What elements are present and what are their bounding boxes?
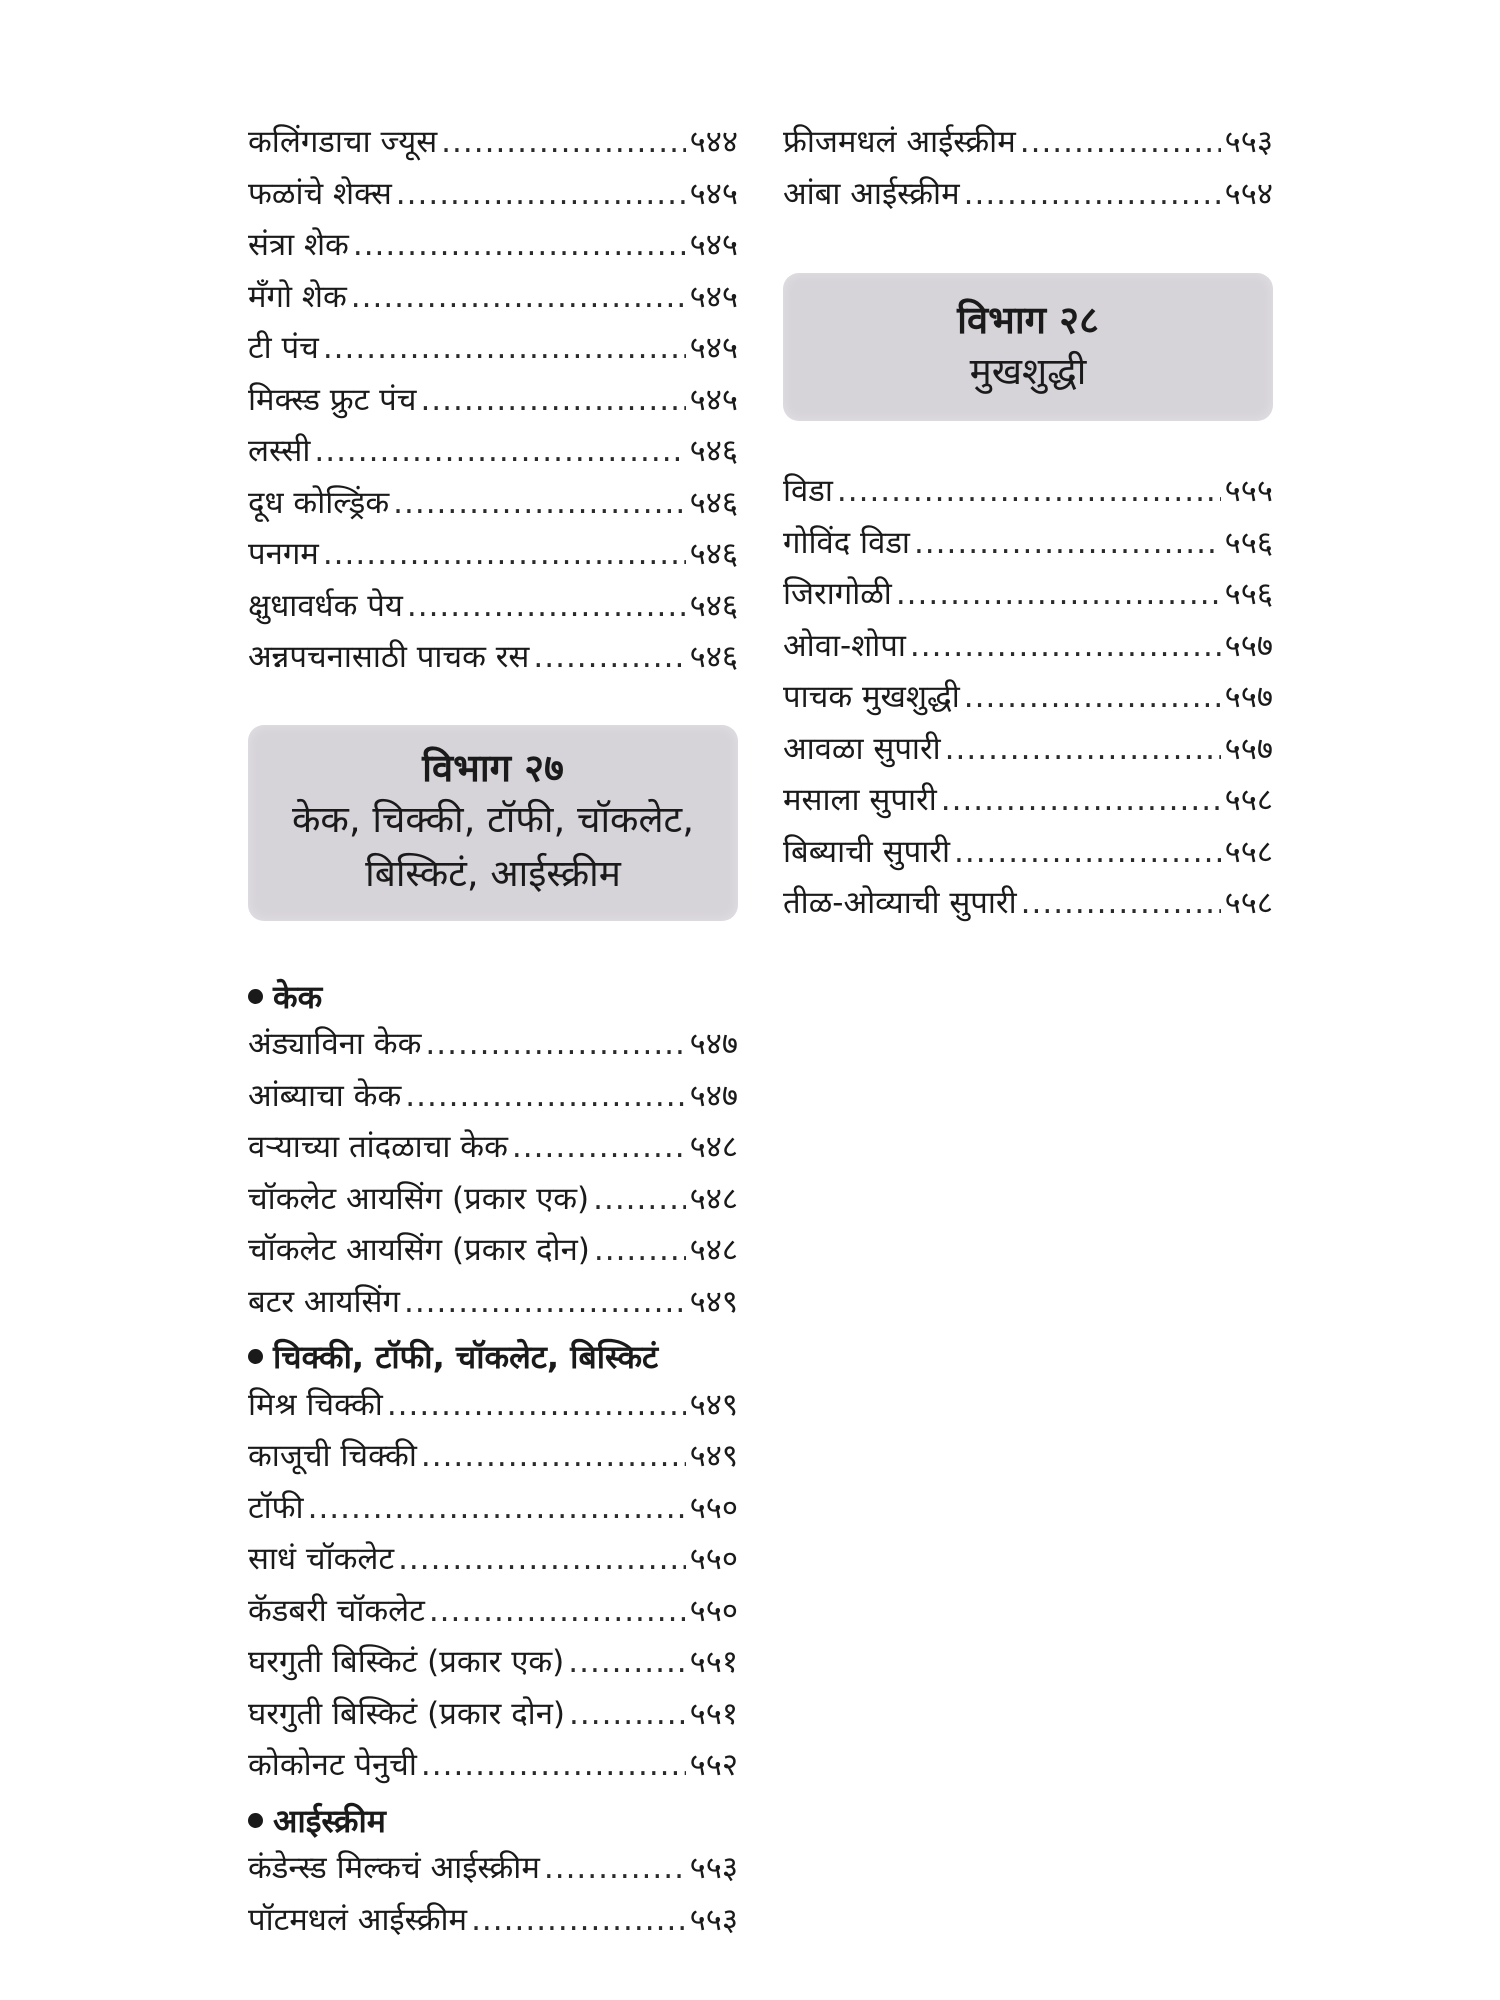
section-28-header bbox=[783, 273, 1273, 421]
toc-entry[interactable] bbox=[783, 727, 1273, 779]
section-28-subtitle: मुखशुद्धी bbox=[969, 350, 1087, 393]
entry-page: ५५६ bbox=[1224, 524, 1273, 561]
entry-title: फळांचे शेक्स bbox=[248, 175, 392, 212]
section-27-subtitle-line2: बिस्किटं, आईस्क्रीम bbox=[365, 851, 621, 895]
entry-page: ५४९ bbox=[689, 1283, 738, 1320]
leader-dots bbox=[323, 536, 686, 572]
entry-page: ५४६ bbox=[689, 433, 738, 469]
leader-dots bbox=[533, 639, 685, 675]
entry-page: ५४६ bbox=[689, 536, 738, 572]
toc-entry[interactable] bbox=[248, 378, 738, 430]
entry-title: संत्रा शेक bbox=[248, 227, 349, 263]
leader-dots bbox=[1021, 885, 1221, 921]
leader-dots bbox=[393, 485, 685, 521]
entry-page: ५४९ bbox=[689, 1386, 738, 1423]
entry-title: ओवा-शोपा bbox=[783, 627, 906, 664]
entry-page: ५५७ bbox=[1224, 627, 1273, 664]
entry-page: ५५८ bbox=[1224, 885, 1273, 921]
leader-dots bbox=[323, 330, 686, 366]
entry-title: पनगम bbox=[248, 536, 319, 572]
entry-page: ५५१ bbox=[689, 1695, 738, 1732]
entry-title: दूध कोल्ड्रिंक bbox=[248, 484, 390, 521]
group-heading-cake: केक bbox=[248, 971, 738, 1023]
entry-title: अंड्याविना केक bbox=[248, 1026, 422, 1062]
toc-entry[interactable] bbox=[783, 572, 1273, 624]
entry-page: ५४७ bbox=[689, 1077, 738, 1114]
entry-page: ५५४ bbox=[1224, 175, 1273, 212]
toc-entry[interactable] bbox=[783, 675, 1273, 727]
leader-dots bbox=[441, 124, 685, 160]
leader-dots bbox=[351, 279, 686, 315]
entry-title: पाचक मुखशुद्धी bbox=[783, 679, 960, 715]
entry-page: ५५८ bbox=[1224, 833, 1273, 870]
section-27-title: विभाग २७ bbox=[422, 745, 564, 790]
toc-entry[interactable] bbox=[248, 1228, 738, 1280]
toc-entry[interactable] bbox=[783, 881, 1273, 933]
toc-entry[interactable] bbox=[248, 1898, 738, 1950]
entry-page: ५४५ bbox=[689, 227, 738, 263]
entry-page: ५५० bbox=[689, 1592, 738, 1629]
entry-page: ५४६ bbox=[689, 587, 738, 624]
leader-dots bbox=[404, 1284, 686, 1320]
entry-title: फ्रीजमधलं आईस्क्रीम bbox=[783, 124, 1016, 160]
entry-page: ५४८ bbox=[689, 1180, 738, 1217]
entry-page: ५५५ bbox=[1224, 473, 1273, 509]
leader-dots bbox=[512, 1129, 686, 1165]
leader-dots bbox=[594, 1232, 686, 1268]
entry-title: क्षुधावर्धक पेय bbox=[248, 587, 403, 624]
leader-dots bbox=[593, 1181, 686, 1217]
entry-title: घरगुती बिस्किटं (प्रकार दोन) bbox=[248, 1695, 566, 1732]
entry-title: कॅडबरी चॉकलेट bbox=[248, 1592, 425, 1629]
toc-entry[interactable] bbox=[248, 275, 738, 327]
entry-title: चॉकलेट आयसिंग (प्रकार एक) bbox=[248, 1180, 590, 1217]
entry-page: ५४५ bbox=[689, 175, 738, 212]
entry-title: घरगुती बिस्किटं (प्रकार एक) bbox=[248, 1644, 565, 1680]
toc-entry[interactable] bbox=[248, 1383, 738, 1435]
entry-page: ५४४ bbox=[689, 124, 738, 160]
entry-title: लस्सी bbox=[248, 433, 311, 469]
bullet-icon bbox=[248, 989, 263, 1004]
entry-page: ५५३ bbox=[689, 1850, 738, 1886]
toc-entry[interactable] bbox=[248, 1022, 738, 1074]
toc-entry[interactable] bbox=[248, 1589, 738, 1641]
entry-title: बटर आयसिंग bbox=[248, 1283, 400, 1320]
leader-dots bbox=[471, 1902, 686, 1938]
entry-page: ५४६ bbox=[689, 484, 738, 521]
toc-entry[interactable] bbox=[248, 120, 738, 172]
section-27-subtitle-line1: केक, चिक्की, टॉफी, चॉकलेट, bbox=[292, 797, 694, 841]
leader-dots bbox=[941, 782, 1221, 818]
leader-dots bbox=[421, 1438, 686, 1474]
entry-title: कोकोनट पेनुची bbox=[248, 1747, 417, 1783]
leader-dots bbox=[544, 1850, 686, 1886]
entry-title: चॉकलेट आयसिंग (प्रकार दोन) bbox=[248, 1232, 590, 1268]
entry-title: अन्नपचनासाठी पाचक रस bbox=[248, 639, 530, 675]
entry-title: आवळा सुपारी bbox=[783, 730, 941, 767]
toc-entry[interactable] bbox=[248, 1280, 738, 1332]
entry-title: साधं चॉकलेट bbox=[248, 1541, 395, 1577]
group-heading-icecream: आईस्क्रीम bbox=[248, 1795, 738, 1847]
entry-page: ५४८ bbox=[689, 1232, 738, 1268]
leader-dots bbox=[387, 1387, 686, 1423]
toc-entry[interactable] bbox=[248, 326, 738, 378]
entry-page: ५५७ bbox=[1224, 730, 1273, 767]
entry-page: ५४८ bbox=[689, 1129, 738, 1165]
left-column bbox=[248, 120, 738, 1949]
toc-entry[interactable] bbox=[248, 1640, 738, 1692]
group-heading-chikki: चिक्की, टॉफी, चॉकलेट, बिस्किटं bbox=[248, 1331, 738, 1383]
toc-entry[interactable] bbox=[248, 1846, 738, 1898]
entry-page: ५५७ bbox=[1224, 679, 1273, 715]
entry-page: ५४५ bbox=[689, 330, 738, 366]
toc-entry[interactable] bbox=[783, 521, 1273, 573]
entry-page: ५५३ bbox=[1224, 124, 1273, 160]
entry-page: ५४५ bbox=[689, 381, 738, 418]
toc-entry[interactable] bbox=[783, 624, 1273, 676]
entry-title: जिरागोळी bbox=[783, 576, 892, 612]
entry-page: ५५१ bbox=[689, 1644, 738, 1680]
entry-page: ५५८ bbox=[1224, 782, 1273, 818]
entry-page: ५५० bbox=[689, 1541, 738, 1577]
leader-dots bbox=[421, 1747, 686, 1783]
toc-entry[interactable] bbox=[248, 1537, 738, 1589]
entry-page: ५४५ bbox=[689, 278, 738, 315]
entry-title: तीळ-ओव्याची सुपारी bbox=[783, 885, 1017, 921]
section-28-title: विभाग २८ bbox=[957, 298, 1099, 342]
entry-page: ५४७ bbox=[689, 1026, 738, 1062]
leader-dots bbox=[420, 382, 685, 418]
leader-dots bbox=[945, 731, 1221, 767]
toc-entry[interactable] bbox=[248, 1434, 738, 1486]
leader-dots bbox=[396, 176, 686, 212]
entry-title: आंबा आईस्क्रीम bbox=[783, 175, 960, 212]
leader-dots bbox=[837, 473, 1221, 509]
entry-title: आंब्याचा केक bbox=[248, 1077, 402, 1114]
leader-dots bbox=[954, 834, 1221, 870]
leader-dots bbox=[425, 1026, 685, 1062]
entry-title: काजूची चिक्की bbox=[248, 1438, 417, 1474]
toc-entry[interactable] bbox=[248, 1743, 738, 1795]
entry-title: पॉटमधलं आईस्क्रीम bbox=[248, 1901, 468, 1938]
leader-dots bbox=[405, 1078, 685, 1114]
entry-page: ५५६ bbox=[1224, 576, 1273, 612]
leader-dots bbox=[314, 433, 685, 469]
entry-title: कलिंगडाचा ज्यूस bbox=[248, 124, 438, 160]
leader-dots bbox=[407, 588, 686, 624]
toc-entry[interactable] bbox=[248, 1692, 738, 1744]
entry-title: टॉफी bbox=[248, 1489, 304, 1526]
entry-title: वऱ्याच्या तांदळाचा केक bbox=[248, 1129, 508, 1165]
toc-entry[interactable] bbox=[248, 1177, 738, 1229]
leader-dots bbox=[914, 525, 1221, 561]
toc-entry[interactable] bbox=[248, 532, 738, 584]
toc-list-left-top bbox=[248, 120, 738, 687]
toc-entry[interactable] bbox=[248, 635, 738, 687]
toc-entry[interactable] bbox=[783, 778, 1273, 830]
leader-dots bbox=[398, 1541, 686, 1577]
toc-entry[interactable] bbox=[248, 172, 738, 224]
leader-dots bbox=[910, 628, 1221, 664]
toc-entry[interactable] bbox=[248, 429, 738, 481]
entry-page: ५५३ bbox=[689, 1901, 738, 1938]
entry-title: मिक्स्ड फ्रुट पंच bbox=[248, 381, 417, 418]
leader-dots bbox=[429, 1593, 686, 1629]
toc-entry[interactable] bbox=[783, 830, 1273, 882]
leader-dots bbox=[308, 1490, 686, 1526]
toc-entry[interactable] bbox=[783, 172, 1273, 224]
entry-title: गोविंद विडा bbox=[783, 524, 910, 561]
section-27-header bbox=[248, 725, 738, 921]
toc-entry[interactable] bbox=[248, 584, 738, 636]
leader-dots bbox=[964, 176, 1221, 212]
entry-page: ५५० bbox=[689, 1489, 738, 1526]
toc-entry[interactable] bbox=[248, 1125, 738, 1177]
entry-title: टी पंच bbox=[248, 330, 319, 366]
leader-dots bbox=[568, 1644, 685, 1680]
entry-title: मिश्र चिक्की bbox=[248, 1386, 383, 1423]
entry-title: विडा bbox=[783, 473, 833, 509]
toc-entry[interactable] bbox=[248, 481, 738, 533]
entry-title: बिब्याची सुपारी bbox=[783, 833, 950, 870]
leader-dots bbox=[569, 1696, 686, 1732]
entry-page: ५४९ bbox=[689, 1438, 738, 1474]
leader-dots bbox=[964, 679, 1221, 715]
leader-dots bbox=[353, 227, 686, 263]
entry-title: मसाला सुपारी bbox=[783, 782, 937, 818]
toc-entry[interactable] bbox=[783, 120, 1273, 172]
toc-entry[interactable] bbox=[248, 223, 738, 275]
entry-title: मँगो शेक bbox=[248, 278, 347, 315]
entry-page: ५४६ bbox=[689, 639, 738, 675]
leader-dots bbox=[896, 576, 1221, 612]
bullet-icon bbox=[248, 1813, 263, 1828]
bullet-icon bbox=[248, 1349, 263, 1364]
toc-entry[interactable] bbox=[248, 1486, 738, 1538]
toc-entry[interactable] bbox=[248, 1074, 738, 1126]
entry-page: ५५२ bbox=[689, 1747, 738, 1783]
entry-title: कंडेन्स्ड मिल्कचं आईस्क्रीम bbox=[248, 1850, 540, 1886]
leader-dots bbox=[1020, 124, 1221, 160]
toc-entry[interactable] bbox=[783, 469, 1273, 521]
right-column bbox=[783, 120, 1273, 933]
